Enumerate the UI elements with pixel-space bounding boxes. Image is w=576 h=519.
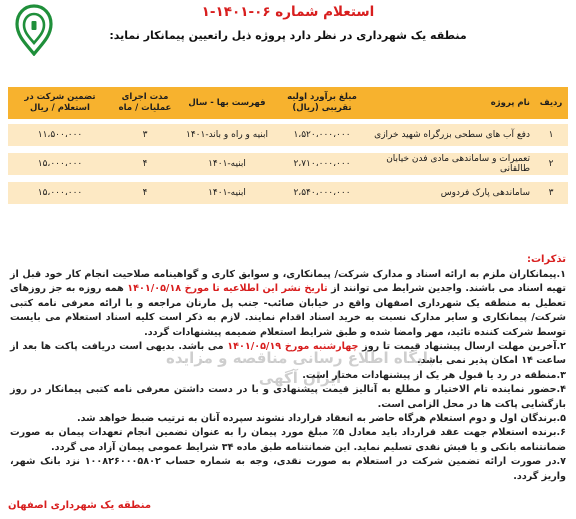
row-duration: ۴ [112,151,178,177]
row-guarantee: ۱۵،۰۰۰،۰۰۰ [8,151,112,177]
row-index: ۲ [534,151,568,177]
note-1: ۱.پیمانکاران ملزم به ارائه اسناد و مدارک شرکت/ پیمانکاری، و سوابق کاری و گواهینامه صلاحیت انجام کار خود قبل از تهیه اسناد می باشند. واجدین شرایط می توانند از تاریخ نشر این اطلاعیه تا مورخ ۱۴۰۱/۰۵/۱۸ همه روزه به جز روزهای تعطیل به منطقه یک شهرداری اصفهان واقع در خیابان صائب- جنب پل مارنان مراجعه و با ارائه معرفی نامه کتبی شرکت/ پیمانکاری و سایر مدارک نسبت به خرید اسناد اقدام نمایند. لازم به ذکر است کلیه اسناد استعلام می بایست توسط شرکت کننده تائید، مهر وامضا شده و طبق شرایط استعلام ضمیمه پیشنهادات گردد. [10,269,566,338]
projects-table [8,84,568,209]
column-header-estimate: مبلغ برآورد اولیه تقریبی (ریال) [276,87,368,119]
note-2-deadline: چهارشنبه مورخ ۱۴۰۱/۰۵/۱۹ [227,341,359,353]
column-header-project: نام پروژه [368,87,534,119]
table-row [8,180,568,206]
notes-list [10,268,566,484]
column-header-index: ردیف [534,87,568,119]
note-4: ۴.حضور نماینده تام الاختیار و مطلع به آنالیز قیمت پیشنهادی و با در دست داشتن معرفی نامه کتبی پیمانکار در روز بازگشایی پاکت ها در محل الزامی است. [10,384,566,410]
row-estimate: ۲،۷۱۰،۰۰۰،۰۰۰ [276,151,368,177]
row-duration: ۳ [112,122,178,148]
column-header-price-list: فهرست بها - سال [178,87,276,119]
row-duration: ۴ [112,180,178,206]
notice-title: استعلام شماره ۰۶-۱۴۰۱-۱ [201,4,375,20]
table-header-row [8,87,568,119]
table-row [8,122,568,148]
column-header-guarantee: تضمین شرکت در استعلام / ریال [8,87,112,119]
row-index: ۳ [534,180,568,206]
row-price-list: ابنیه-۱۴۰۱ [178,151,276,177]
row-price-list: ابنیه-۱۴۰۱ [178,180,276,206]
note-7: ۷.در صورت ارائه تضمین شرکت در استعلام به صورت نقدی، وجه به شماره حساب ۱۰۰۸۲۶۰۰۰۵۸۰۲ نزد بانک شهر، واریز گردد. [10,456,567,482]
row-project: تعمیرات و ساماندهی مادی فدن خیابان طالقانی [368,151,534,177]
notes-title: تذکرات: [526,254,566,265]
note-5: ۵.برندگان اول و دوم استعلام هرگاه حاضر به انعقاد قرارداد نشوند سپرده آنان به ترتیب ضبط خواهد شد. [76,413,566,425]
row-project: دفع آب های سطحی بزرگراه شهید خرازی [368,122,534,148]
row-guarantee: ۱۱،۵۰۰،۰۰۰ [8,122,112,148]
row-project: ساماندهی پارک فردوس [368,180,534,206]
row-index: ۱ [534,122,568,148]
signature: منطقه یک شهرداری اصفهان [8,500,152,511]
row-guarantee: ۱۵،۰۰۰،۰۰۰ [8,180,112,206]
watermark: پایگاه اطلاع رسانی مناقصه و مزایده ایران آگهی [166,349,434,387]
note-3: ۳.منطقه در رد یا قبول هر یک از پیشنهادات مختار است. [302,369,566,381]
table-row [8,151,568,177]
note-6: ۶.برنده استعلام جهت عقد قرارداد باید معادل ۵٪ مبلغ مورد پیمان را به عنوان تضمین انجام تعهدات پیمان به صورت ضمانتنامه بانکی و یا فیش نقدی تسلیم نماید. این ضمانتنامه طبق ماده ۳۴ شرایط عمومی پیمان آزاد می گردد. [10,427,566,453]
row-estimate: ۱،۵۲۰،۰۰۰،۰۰۰ [276,122,368,148]
municipality-logo-icon [14,4,54,56]
row-price-list: ابنیه و راه و باند-۱۴۰۱ [178,122,276,148]
note-2: ۲.آخرین مهلت ارسال پیشنهاد قیمت تا روز چهارشنبه مورخ ۱۴۰۱/۰۵/۱۹ می باشد. بدیهی است دریافت پاکت ها بعد از ساعت ۱۴ امکان پذیر نمی باشد. [10,341,566,367]
row-estimate: ۲،۵۴۰،۰۰۰،۰۰۰ [276,180,368,206]
note-1-deadline: تاریخ نشر این اطلاعیه تا مورخ ۱۴۰۱/۰۵/۱۸ [127,283,328,295]
notice-subtitle: منطقه یک شهرداری در نظر دارد پروژه ذیل راتعیین پیمانکار نماید: [109,29,467,42]
column-header-duration: مدت اجرای عملیات / ماه [112,87,178,119]
